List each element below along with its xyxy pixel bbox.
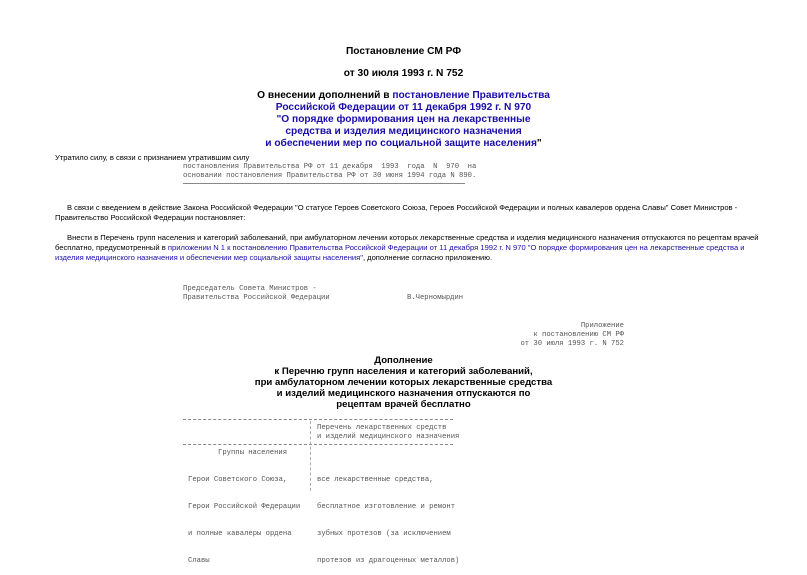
- addendum-title-line4: и изделий медицинского назначения отпускаются по: [276, 388, 531, 399]
- addendum-title-line3: при амбулаторном лечении которых лекарственные средства: [254, 377, 553, 388]
- document-title: Постановление СМ РФ: [345, 46, 462, 57]
- table-right-cell: [317, 458, 459, 575]
- addendum-title-line5: рецептам врачей бесплатно: [336, 399, 471, 410]
- document-date: от 30 июля 1993 г. N 752: [343, 68, 464, 79]
- appendix-ref-line3: от 30 июля 1993 г. N 752: [520, 340, 624, 348]
- table-col-left-header: Группы населения: [218, 449, 288, 457]
- signature-position-line1: Председатель Совета Министров -: [183, 285, 317, 293]
- left-cell-line: и полные кавалеры ордена: [188, 530, 292, 538]
- right-cell-line: бесплатное изготовление и ремонт: [317, 503, 456, 511]
- decision-text-end: , дополнение согласно приложению.: [362, 253, 493, 262]
- subject-prefix: О внесении дополнений в: [257, 90, 393, 101]
- document-subject: [0, 90, 807, 150]
- subject-link-part2[interactable]: Российской Федерации от 11 декабря 1992 г. N 970: [275, 102, 532, 113]
- addendum-title-line1: Дополнение: [374, 355, 433, 366]
- table-column-separator: [310, 421, 311, 491]
- signature-position-line2: Правительства Российской Федерации: [183, 294, 330, 302]
- subject-link-part5[interactable]: и обеспечении мер по социальной защите населения: [265, 138, 537, 149]
- table-header-right-line2: и изделий медицинского назначения: [317, 433, 460, 441]
- notice-divider: [183, 183, 465, 184]
- left-cell-line: Герои Российской Федерации: [188, 503, 301, 511]
- table-header-right-line1: Перечень лекарственных средств: [317, 424, 447, 432]
- table-top-border: [183, 419, 453, 420]
- repeal-notice-label: Утратило силу, в связи с признанием утратившим силу: [55, 153, 250, 162]
- table-header-border: [183, 444, 453, 445]
- right-cell-line: зубных протезов (за исключением: [317, 530, 451, 538]
- left-cell-line: Славы: [188, 557, 210, 565]
- right-cell-line: протезов из драгоценных металлов): [317, 557, 460, 565]
- addendum-title: [200, 355, 607, 410]
- repeal-notice-line1: постановления Правительства РФ от 11 декабря 1993 года N 970 на: [183, 163, 477, 171]
- right-cell-line: все лекарственные средства,: [317, 476, 434, 484]
- addendum-title-line2: к Перечню групп населения и категорий заболеваний,: [274, 366, 533, 377]
- subject-link-part4[interactable]: средства и изделия медицинского назначения: [285, 126, 522, 137]
- paragraph-preamble: В связи с введением в действие Закона Российской Федерации "О статусе Героев Советского Союза, Героев Российской Федерации и полных кавалеров ордена Славы" Совет Министров - Правительство Российской Федерации постановляет:: [55, 203, 738, 222]
- left-cell-line: Герои Советского Союза,: [188, 476, 288, 484]
- subject-link-part3[interactable]: "О порядке формирования цен на лекарственные: [276, 114, 531, 125]
- signature-name: В.Черномырдин: [407, 294, 464, 302]
- paragraph-decision: [55, 233, 771, 263]
- subject-suffix: ": [536, 138, 542, 149]
- table-left-cell: [188, 458, 300, 575]
- appendix-ref-line2: к постановлению СМ РФ: [533, 331, 624, 339]
- decision-text-start: Внести в Перечень групп населения и категорий заболеваний, при амбулаторном лечении которых лекарственные средства и изделия медицинского назначения отпускаются по рецептам врачей бесплатно, предусмотренный в: [55, 233, 759, 252]
- subject-link-part1[interactable]: постановление Правительства: [392, 90, 550, 101]
- repeal-notice-line2: основании постановления Правительства РФ от 30 июня 1994 года N 890.: [183, 172, 477, 180]
- appendix-ref-line1: Приложение: [580, 322, 624, 330]
- decision-link[interactable]: приложении N 1 к постановлению Правительства Российской Федерации от 11 декабря 1992 г. N 970 "О порядке формирования цен на лекарственные средства и изделия медицинского назначения и обеспечении мер социальной защиты населения": [55, 243, 745, 262]
